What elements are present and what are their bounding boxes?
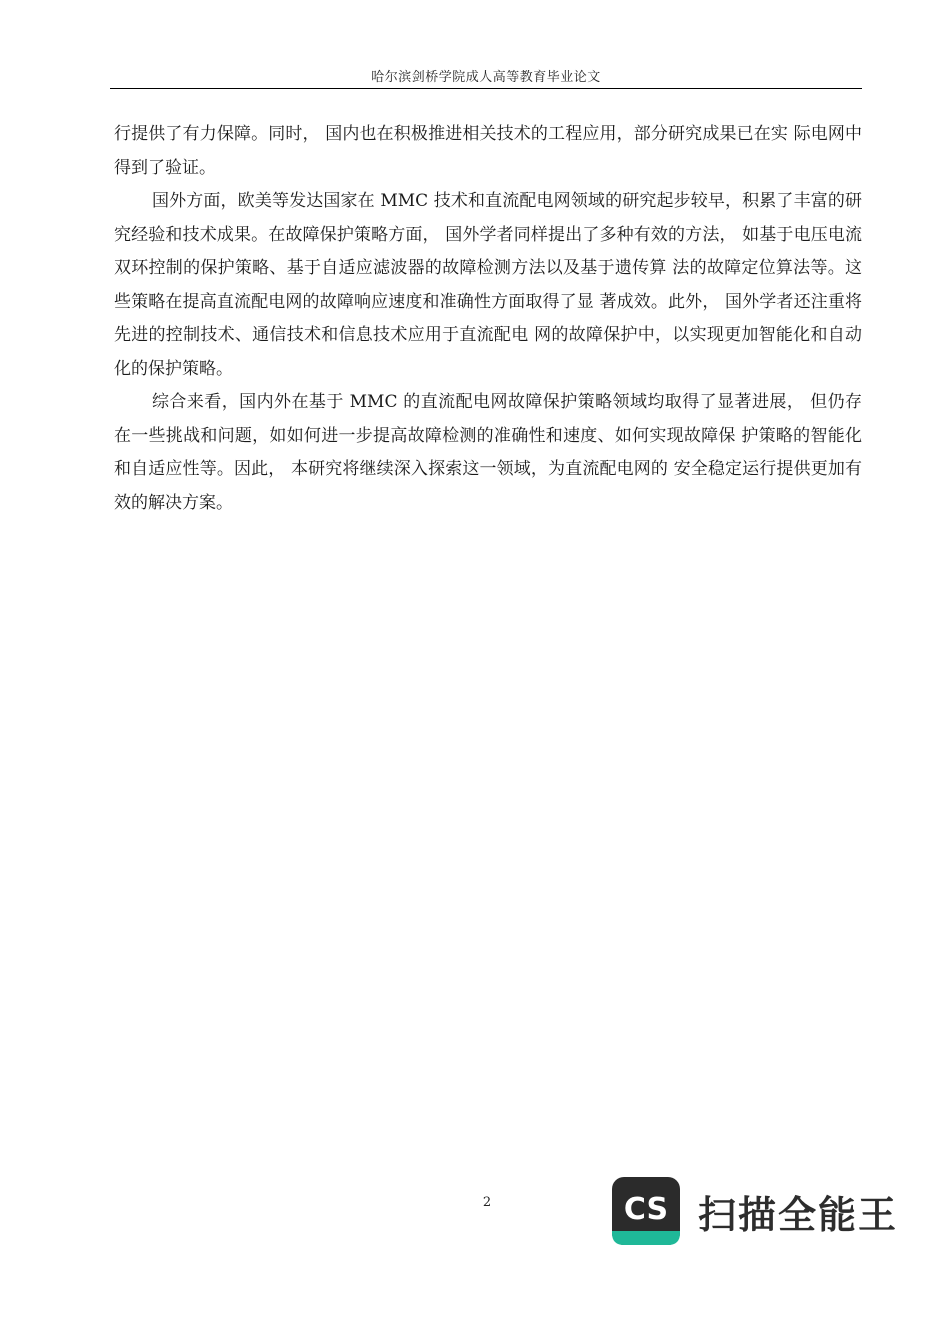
paragraph-foreign-research: 国外方面，欧美等发达国家在 MMC 技术和直流配电网领域的研究起步较早，积累了丰富的研究经验和技术成果。在故障保护策略方面， 国外学者同样提出了多种有效的方法， 如基于电压电流双环控制的保护策略、基于自适应滤波器的故障检测方法以及基于遗传算 法的故障定位算法等。这些策略在提高直流配电网的故障响应速度和准确性方面取得了显 著成效。此外， 国外学者还注重将先进的控制技术、通信技术和信息技术应用于直流配电 网的故障保护中，以实现更加智能化和自动化的保护策略。 (114, 191, 862, 379)
paragraph-continuation: 行提供了有力保障。同时， 国内也在积极推进相关技术的工程应用，部分研究成果已在实 际电网中得到了验证。 (114, 124, 862, 178)
header-rule (110, 88, 862, 89)
page-header: 哈尔滨剑桥学院成人高等教育毕业论文 (371, 70, 601, 85)
logo-text: CS (623, 1192, 669, 1227)
body-text (114, 118, 862, 520)
paragraph-summary: 综合来看，国内外在基于 MMC 的直流配电网故障保护策略领域均取得了显著进展， 但仍存在一些挑战和问题，如如何进一步提高故障检测的准确性和速度、如何实现故障保 护策略的智能化和自适应性等。因此， 本研究将继续深入探索这一领域，为直流配电网的 安全稳定运行提供更加有效的解决方案。 (114, 392, 862, 513)
page-number: 2 (482, 1195, 492, 1210)
camscanner-watermark (612, 1176, 912, 1246)
brand-text: 扫描全能王 (698, 1192, 899, 1237)
camscanner-logo-icon (612, 1177, 680, 1245)
